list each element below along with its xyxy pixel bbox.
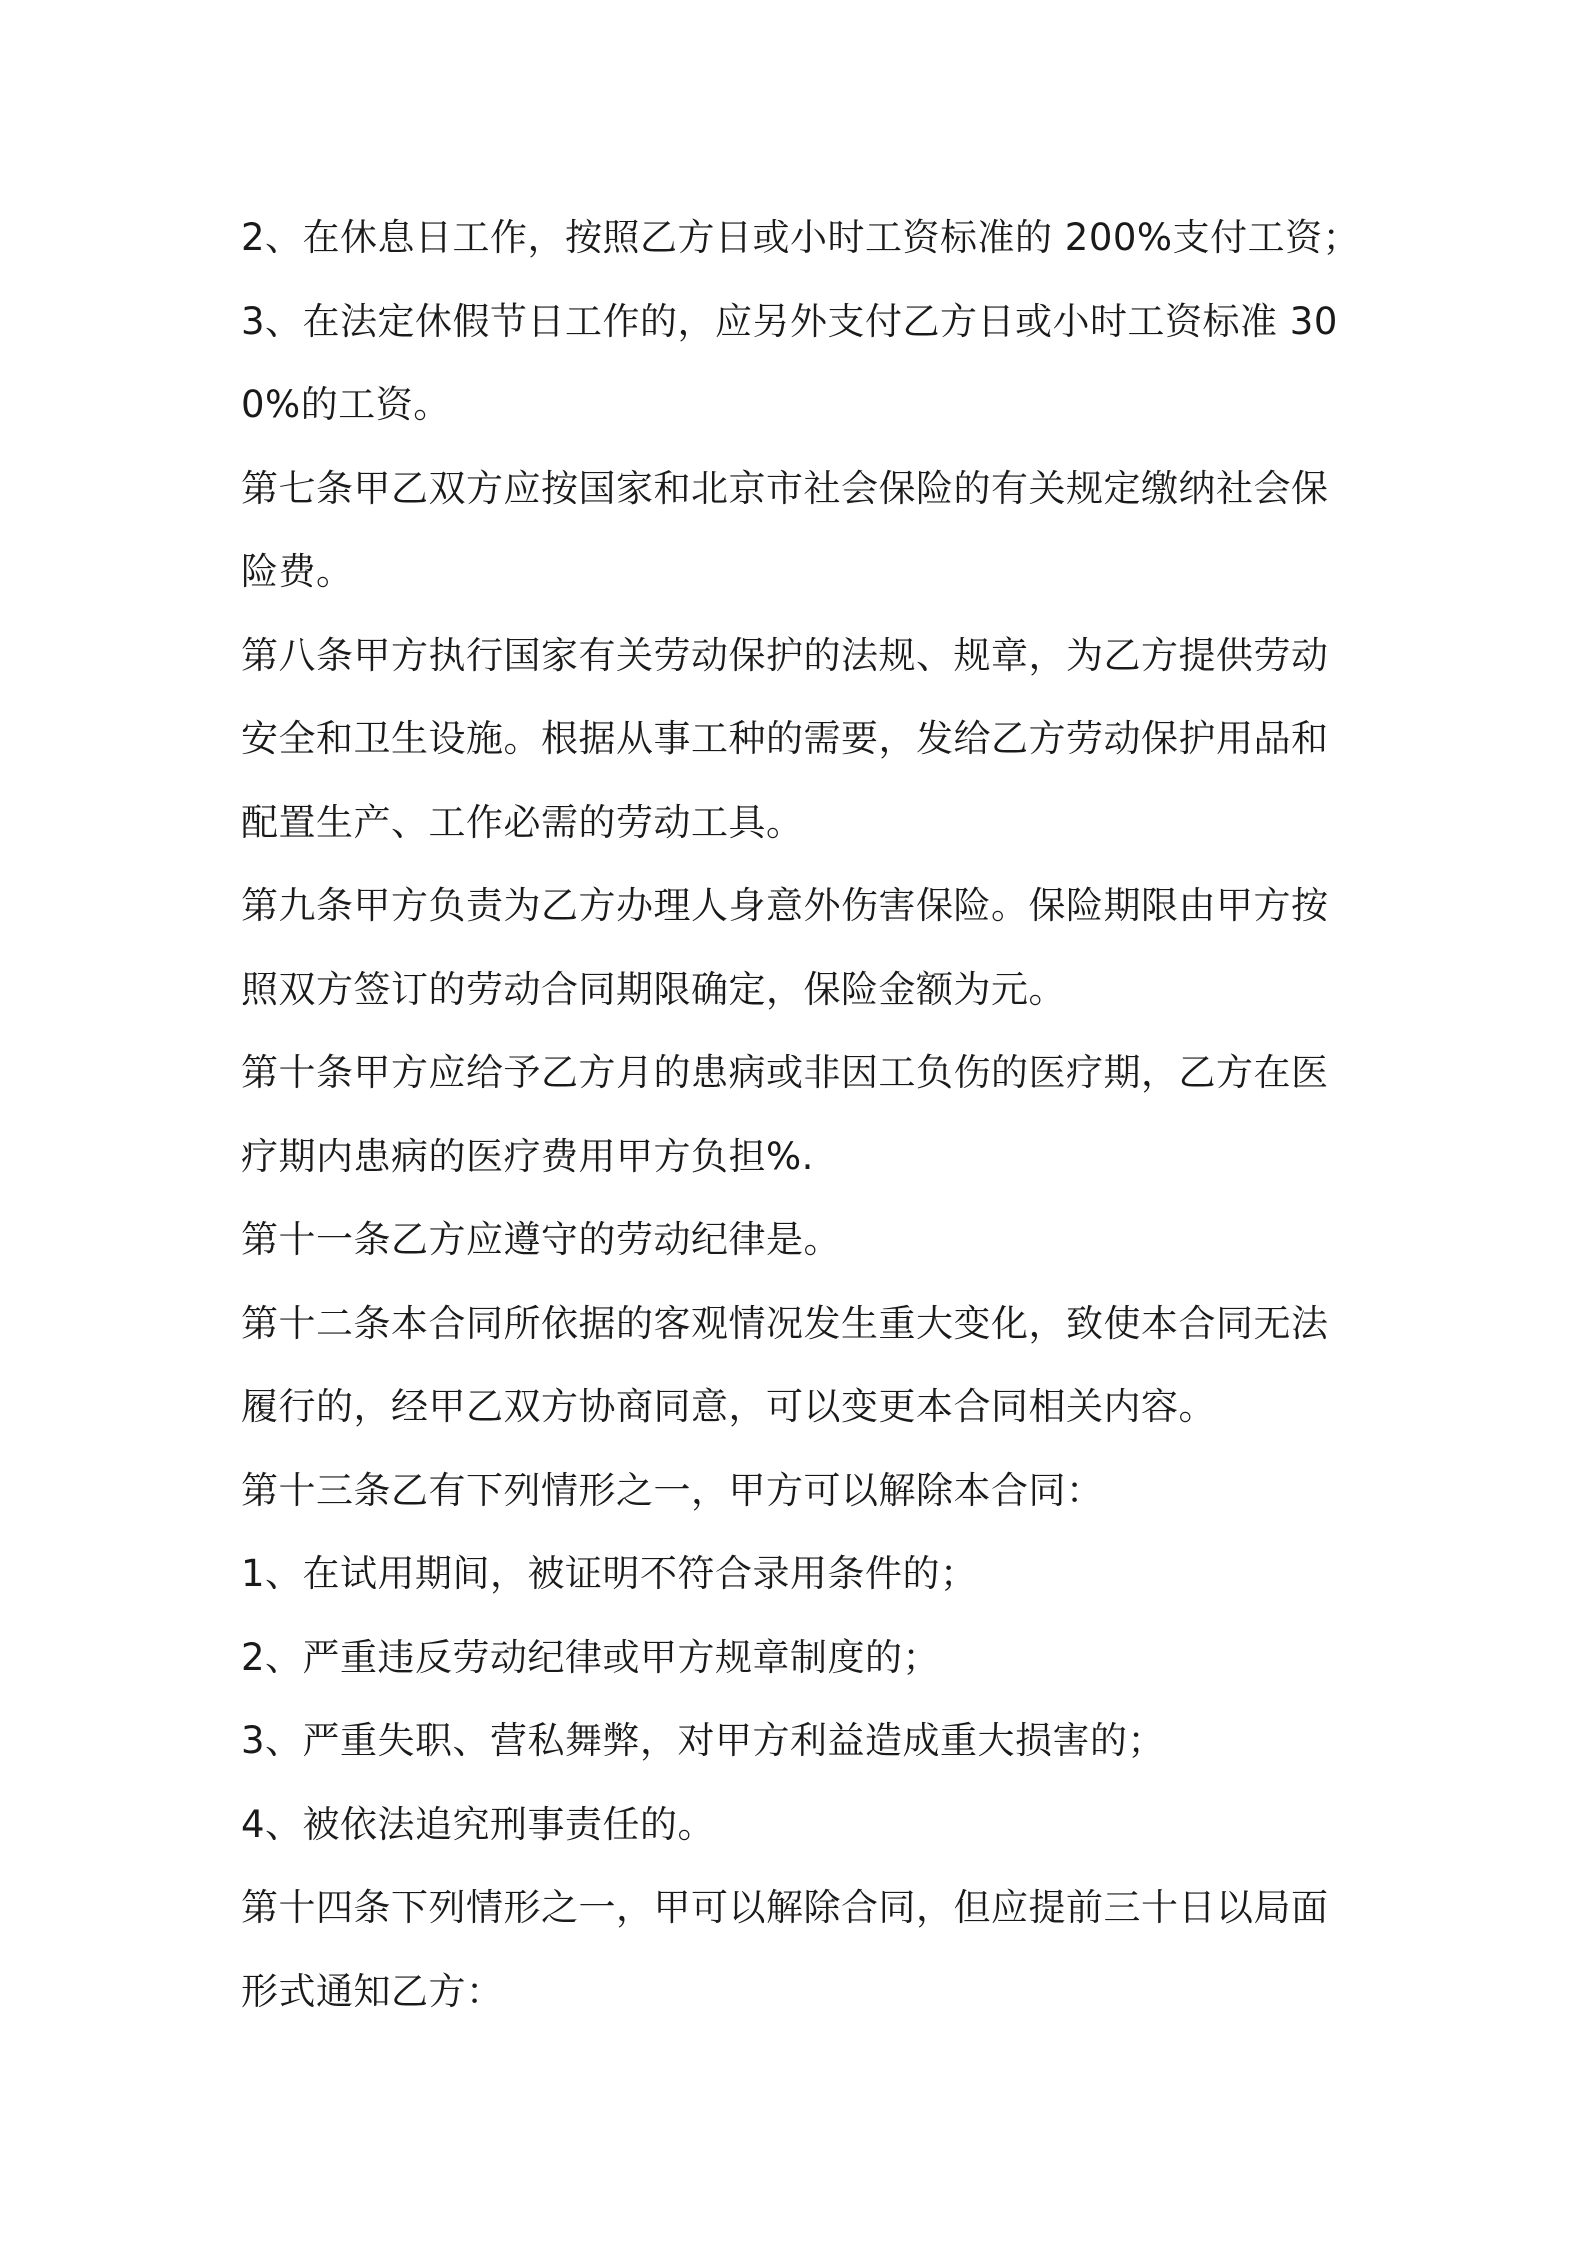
- paragraph-article-8: 第八条甲方执行国家有关劳动保护的法规、规章，为乙方提供劳动安全和卫生设施。根据从事工种的需要，发给乙方劳动保护用品和配置生产、工作必需的劳动工具。: [241, 633, 1329, 844]
- paragraph-article-7: 第七条甲乙双方应按国家和北京市社会保险的有关规定缴纳社会保险费。: [241, 466, 1329, 593]
- document-body: [241, 196, 1361, 2033]
- paragraph-overtime-holiday: 3、在法定休假节日工作的，应另外支付乙方日或小时工资标准 300%的工资。: [241, 299, 1338, 426]
- list-item-criminal: 4、被依法追究刑事责任的。: [241, 1802, 716, 1846]
- paragraph-article-14: 第十四条下列情形之一，甲可以解除合同，但应提前三十日以局面形式通知乙方：: [241, 1886, 1329, 2013]
- paragraph-overtime-rest-day: 2、在休息日工作，按照乙方日或小时工资标准的 200%支付工资；: [241, 216, 1361, 259]
- paragraph-article-11: 第十一条乙方应遵守的劳动纪律是。: [241, 1218, 841, 1261]
- list-item-misconduct: 3、严重失职、营私舞弊，对甲方利益造成重大损害的；: [241, 1719, 1166, 1762]
- list-item-discipline: 2、严重违反劳动纪律或甲方规章制度的；: [241, 1635, 941, 1679]
- list-item-probation: 1、在试用期间，被证明不符合录用条件的；: [241, 1552, 978, 1595]
- paragraph-article-12: 第十二条本合同所依据的客观情况发生重大变化，致使本合同无法履行的，经甲乙双方协商同意，可以变更本合同相关内容。: [241, 1301, 1329, 1428]
- paragraph-article-9: 第九条甲方负责为乙方办理人身意外伤害保险。保险期限由甲方按照双方签订的劳动合同期限确定，保险金额为元。: [241, 884, 1329, 1011]
- paragraph-article-10: 第十条甲方应给予乙方月的患病或非因工负伤的医疗期，乙方在医疗期内患病的医疗费用甲方负担%.: [241, 1051, 1329, 1178]
- paragraph-article-13: 第十三条乙有下列情形之一，甲方可以解除本合同：: [241, 1468, 1104, 1512]
